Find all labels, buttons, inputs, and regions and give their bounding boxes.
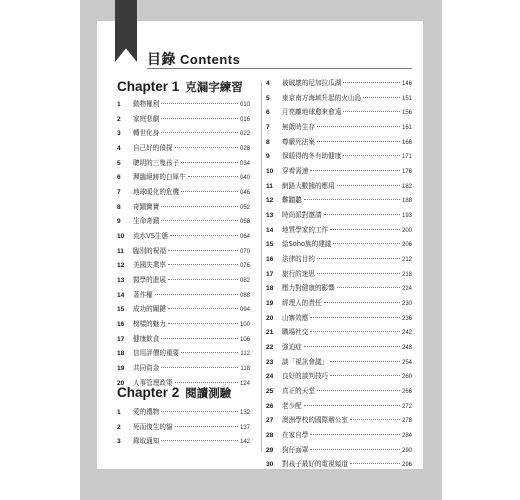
entry-page-number: 082 [239, 278, 250, 285]
leader-dots [304, 199, 400, 200]
entry-title: 美國失業率 [133, 261, 166, 270]
toc-entry[interactable] [266, 76, 412, 91]
entry-page-number: 058 [239, 219, 250, 226]
entry-title: 穿着需速 [282, 167, 309, 176]
column-divider [261, 82, 262, 452]
entry-title: 無飯時生存 [282, 123, 315, 132]
entry-title: 地質學家的工作 [282, 225, 329, 234]
leader-dots [161, 367, 238, 368]
entry-title: 被破壞的尼加拉瓜湖 [282, 79, 342, 87]
entry-title: 法律的目的 [282, 255, 315, 264]
entry-title: 網路大數據的應用 [282, 181, 335, 190]
entry-page-number: 132 [239, 410, 250, 416]
entry-number: 2 [117, 423, 121, 431]
entry-page-number: 100 [239, 322, 250, 329]
leader-dots [317, 141, 400, 142]
entry-page-number: 182 [401, 183, 412, 190]
toc-entry[interactable] [266, 311, 412, 326]
toc-entry[interactable] [117, 434, 250, 449]
entry-page-number: 290 [401, 447, 412, 454]
entry-number: 13 [117, 277, 125, 285]
entry-title: 人事管理政策 [133, 378, 173, 387]
entry-page-number: 124 [239, 380, 250, 387]
entry-page-number: 188 [401, 198, 412, 205]
toc-entry[interactable] [266, 149, 412, 164]
entry-title: 談「視訊會議」 [282, 357, 329, 366]
entry-page-number: 224 [401, 286, 412, 293]
entry-title: 轉世化身 [133, 129, 160, 138]
entry-number: 2 [117, 115, 121, 123]
entry-title: 自己好的偵探 [133, 144, 173, 153]
entry-page-number: 076 [239, 263, 250, 270]
toc-entry[interactable] [266, 237, 412, 252]
leader-dots [310, 449, 400, 450]
entry-number: 20 [266, 314, 274, 322]
entry-title: 給Soho族的建議 [282, 240, 332, 249]
entry-number: 8 [117, 203, 121, 211]
entry-page-number: 106 [239, 336, 250, 343]
entry-number: 5 [117, 159, 121, 167]
entry-number: 12 [266, 197, 274, 205]
leader-dots [333, 243, 400, 244]
toc-entry[interactable] [266, 443, 412, 458]
leader-dots [161, 411, 238, 412]
entry-page-number: 230 [401, 301, 412, 308]
toc-entry[interactable] [266, 413, 412, 428]
toc-entry[interactable] [266, 120, 412, 135]
toc-entry[interactable] [266, 179, 412, 194]
leader-dots [317, 258, 400, 259]
entry-page-number: 010 [239, 102, 250, 108]
toc-entry[interactable] [117, 288, 250, 303]
toc-entry[interactable] [266, 325, 412, 340]
leader-dots [343, 82, 400, 83]
leader-dots [161, 440, 238, 441]
entry-title: 尊嚴死法案 [282, 137, 315, 146]
entry-title: 強迫症 [282, 343, 302, 352]
page-title [147, 49, 240, 69]
toc-entry[interactable] [117, 244, 250, 259]
toc-entry[interactable] [117, 405, 250, 420]
entry-number: 11 [117, 247, 124, 255]
toc-entry[interactable] [117, 112, 250, 127]
entry-title: 狗仔面罩 [282, 445, 309, 454]
leader-dots [161, 103, 238, 104]
entry-title: 澳洲學校的國際辦公室 [282, 416, 348, 425]
entry-page-number: 040 [239, 175, 250, 182]
toc-entry[interactable] [266, 355, 412, 370]
entry-number: 15 [266, 241, 274, 249]
entry-title: 愛的禮物 [133, 408, 160, 416]
entry-title: 信用評價的重要 [133, 349, 180, 358]
entry-number: 18 [117, 350, 125, 358]
entry-page-number: 088 [239, 292, 250, 299]
entry-page-number: 151 [401, 95, 412, 102]
entry-page-number: 218 [401, 271, 412, 278]
entry-page-number: 176 [401, 169, 412, 176]
toc-entry[interactable] [117, 273, 250, 288]
leader-dots [350, 419, 400, 420]
entry-page-number: 278 [401, 418, 412, 425]
entry-number: 20 [117, 379, 125, 387]
leader-dots [175, 382, 238, 383]
entry-number: 11 [266, 182, 273, 190]
entry-number: 15 [117, 306, 125, 314]
entry-title: 保暖得的冬有助健康 [282, 152, 342, 161]
toc-entry[interactable] [266, 252, 412, 267]
toc-entry[interactable] [117, 361, 250, 376]
entry-title: 瀕臨絕跡的白犀牛 [133, 173, 186, 182]
toc-entry[interactable] [266, 193, 412, 208]
entry-number: 4 [117, 145, 121, 153]
toc-entry[interactable] [117, 185, 250, 200]
toc-entry[interactable] [266, 105, 412, 120]
leader-dots [310, 434, 400, 435]
entry-title: 壓力對健康的影響 [282, 284, 335, 293]
entry-page-number: 171 [401, 154, 412, 161]
leader-dots [330, 361, 400, 362]
entry-page-number: 200 [401, 227, 412, 234]
toc-entry[interactable] [117, 229, 250, 244]
leader-dots [363, 97, 400, 98]
leader-dots [317, 273, 400, 274]
entry-page-number: 248 [401, 345, 412, 352]
leader-dots [161, 338, 238, 339]
entry-number: 21 [266, 329, 274, 337]
toc-entry[interactable] [266, 428, 412, 443]
entry-number: 26 [266, 402, 274, 410]
entry-title: 經理人的責任 [282, 299, 322, 308]
entry-page-number: 052 [239, 204, 250, 211]
entry-title: 地球暖化的危機 [133, 188, 180, 197]
leader-dots [317, 126, 400, 127]
entry-title: 月亮離地球愈來愈遠 [282, 108, 342, 117]
entry-page-number: 022 [239, 131, 250, 138]
toc-entry[interactable] [117, 97, 250, 112]
entry-title: 奇蹟寶寶 [133, 202, 160, 211]
leader-dots [175, 426, 238, 427]
entry-number: 7 [117, 189, 121, 197]
leader-dots [168, 264, 238, 265]
entry-title: 臨別的祝福 [133, 246, 166, 255]
entry-page-number: 166 [401, 139, 412, 146]
title-divider [147, 68, 412, 69]
chapter-1-list [117, 97, 250, 390]
toc-entry[interactable] [266, 399, 412, 414]
entry-title: 成功的關鍵 [133, 305, 166, 314]
entry-title: 家庭悲劇 [133, 114, 160, 123]
entry-page-number: 272 [401, 403, 412, 410]
toc-entry[interactable] [117, 170, 250, 185]
chapter-2-list [117, 405, 250, 449]
toc-entry[interactable] [117, 126, 250, 141]
leader-dots [310, 317, 400, 318]
entry-page-number: 206 [401, 242, 412, 249]
entry-title: 健康飲食 [133, 334, 160, 343]
entry-number: 18 [266, 285, 274, 293]
entry-number: 14 [266, 226, 274, 234]
leader-dots [330, 229, 400, 230]
entry-title: 良好的談判技巧 [282, 372, 329, 381]
entry-number: 17 [266, 270, 274, 278]
leader-dots [168, 308, 238, 309]
toc-entry[interactable] [117, 141, 250, 156]
leader-dots [330, 375, 400, 376]
toc-entry[interactable] [266, 208, 412, 223]
toc-entry[interactable] [266, 91, 412, 106]
toc-entry[interactable] [266, 340, 412, 355]
leader-dots [304, 405, 400, 406]
entry-title: 榜樣的魅力 [133, 320, 166, 329]
entry-page-number: 094 [239, 307, 250, 314]
entry-page-number: 260 [401, 374, 412, 381]
entry-title: 動物權利 [133, 100, 160, 108]
toc-entry[interactable] [117, 302, 250, 317]
entry-page-number: 193 [401, 213, 412, 220]
leader-dots [161, 118, 238, 119]
entry-page-number: 016 [239, 116, 250, 123]
toc-entry[interactable] [266, 267, 412, 282]
entry-number: 22 [266, 344, 274, 352]
toc-entry[interactable] [266, 164, 412, 179]
leader-dots [155, 294, 238, 295]
leader-dots [168, 323, 238, 324]
leader-dots [324, 302, 400, 303]
leader-dots [161, 220, 238, 221]
entry-number: 1 [117, 101, 121, 108]
entry-number: 3 [117, 130, 121, 138]
entry-page-number: 156 [401, 110, 412, 117]
chapter-1-label: Chapter 1 [117, 79, 180, 94]
entry-title: 聰明的三隻孩子 [133, 158, 180, 167]
toc-entry[interactable] [266, 135, 412, 150]
toc-entry[interactable] [266, 223, 412, 238]
leader-dots [304, 346, 400, 347]
leader-dots [317, 390, 400, 391]
toc-entry[interactable] [117, 258, 250, 273]
entry-title: 流水VS生態 [133, 232, 169, 241]
leader-dots [310, 331, 400, 332]
entry-number: 10 [266, 168, 274, 176]
entry-page-number: 034 [239, 160, 250, 167]
leader-dots [310, 170, 400, 171]
leader-dots [170, 235, 238, 236]
entry-number: 8 [266, 138, 270, 146]
entry-number: 10 [117, 233, 125, 241]
toc-entry[interactable] [266, 296, 412, 311]
entry-title: 老少配 [282, 401, 302, 410]
entry-page-number: 236 [401, 315, 412, 322]
entry-number: 3 [117, 438, 121, 446]
leader-dots [343, 111, 400, 112]
toc-entry[interactable] [117, 332, 250, 347]
toc-entry[interactable] [117, 317, 250, 332]
entry-number: 6 [117, 174, 121, 182]
entry-title: 著作權 [133, 290, 153, 299]
leader-dots [168, 279, 238, 280]
leader-dots [350, 463, 400, 464]
entry-page-number: 142 [239, 439, 250, 446]
entry-number: 12 [117, 262, 125, 270]
entry-number: 19 [117, 365, 125, 373]
entry-page-number: 161 [401, 125, 412, 132]
entry-number: 25 [266, 388, 274, 396]
entry-number: 23 [266, 358, 274, 366]
leader-dots [188, 176, 238, 177]
page-title-zh: 目錄 [147, 52, 176, 68]
toc-entry[interactable] [266, 457, 412, 472]
entry-title: 死而復生的貓 [133, 422, 173, 431]
entry-number: 7 [266, 124, 270, 132]
entry-title: 真正的天堂 [282, 387, 315, 396]
entry-title: 職場社交 [282, 328, 309, 337]
entry-title: 難聽聽 [282, 196, 302, 205]
entry-number: 30 [266, 461, 274, 469]
entry-title: 時尚派對邀請 [282, 211, 322, 220]
leader-dots [337, 185, 400, 186]
entry-title: 共同資金 [133, 364, 160, 373]
chapter-2-continued-list [266, 76, 412, 472]
entry-page-number: 028 [239, 146, 250, 153]
entry-title: 錄取通知 [133, 437, 160, 446]
toc-entry[interactable] [117, 214, 250, 229]
entry-page-number: 112 [240, 351, 250, 358]
chapter-2-subtitle: 閱讀測驗 [185, 386, 232, 400]
entry-number: 9 [117, 218, 121, 226]
entry-number: 1 [117, 409, 121, 416]
entry-title: 生命奇蹟 [133, 217, 160, 226]
toc-entry[interactable] [266, 369, 412, 384]
chapter-2-heading [117, 385, 231, 401]
entry-title: 旅行的迷思 [282, 269, 315, 278]
entry-page-number: 296 [401, 462, 412, 469]
toc-entry[interactable] [266, 281, 412, 296]
leader-dots [181, 162, 238, 163]
entry-page-number: 212 [401, 257, 412, 264]
leader-dots [324, 214, 400, 215]
entry-page-number: 046 [239, 190, 250, 197]
entry-number: 13 [266, 212, 274, 220]
entry-number: 19 [266, 300, 274, 308]
entry-number: 24 [266, 373, 274, 381]
toc-entry[interactable] [117, 420, 250, 435]
entry-number: 6 [266, 109, 270, 117]
entry-page-number: 137 [239, 424, 250, 431]
entry-number: 17 [117, 335, 125, 343]
leader-dots [168, 250, 238, 251]
entry-number: 27 [266, 417, 274, 425]
entry-page-number: 146 [401, 81, 412, 87]
entry-number: 9 [266, 153, 270, 161]
entry-title: 在家自學 [282, 431, 309, 440]
entry-number: 28 [266, 432, 274, 440]
entry-title: 醫學的進展 [133, 276, 166, 285]
entry-page-number: 284 [401, 433, 412, 440]
leader-dots [161, 132, 238, 133]
entry-number: 29 [266, 446, 274, 454]
page-title-en: Contents [180, 52, 241, 67]
chapter-1-heading [117, 79, 243, 95]
entry-page-number: 118 [240, 366, 250, 373]
entry-number: 4 [266, 80, 270, 87]
leader-dots [181, 352, 238, 353]
chapter-2-label: Chapter 2 [117, 385, 180, 400]
chapter-1-subtitle: 克漏字練習 [185, 80, 243, 94]
leader-dots [337, 287, 400, 288]
entry-number: 16 [117, 321, 125, 329]
entry-number: 5 [266, 94, 270, 102]
entry-page-number: 070 [239, 248, 250, 255]
toc-entry[interactable] [266, 384, 412, 399]
leader-dots [343, 155, 400, 156]
toc-entry[interactable] [117, 156, 250, 171]
toc-entry[interactable] [117, 200, 250, 215]
leader-dots [175, 147, 238, 148]
toc-entry[interactable] [117, 346, 250, 361]
entry-title: 山寨效應 [282, 313, 309, 322]
leader-dots [181, 191, 238, 192]
entry-page-number: 242 [401, 330, 412, 337]
entry-page-number: 254 [401, 359, 412, 366]
entry-page-number: 266 [401, 389, 412, 396]
entry-title: 對孩子最好的電視頻道 [282, 460, 348, 469]
entry-number: 16 [266, 256, 274, 264]
leader-dots [161, 206, 238, 207]
entry-title: 東京南方海域升起的火山島 [282, 93, 362, 102]
entry-page-number: 064 [239, 234, 250, 241]
entry-number: 14 [117, 291, 125, 299]
